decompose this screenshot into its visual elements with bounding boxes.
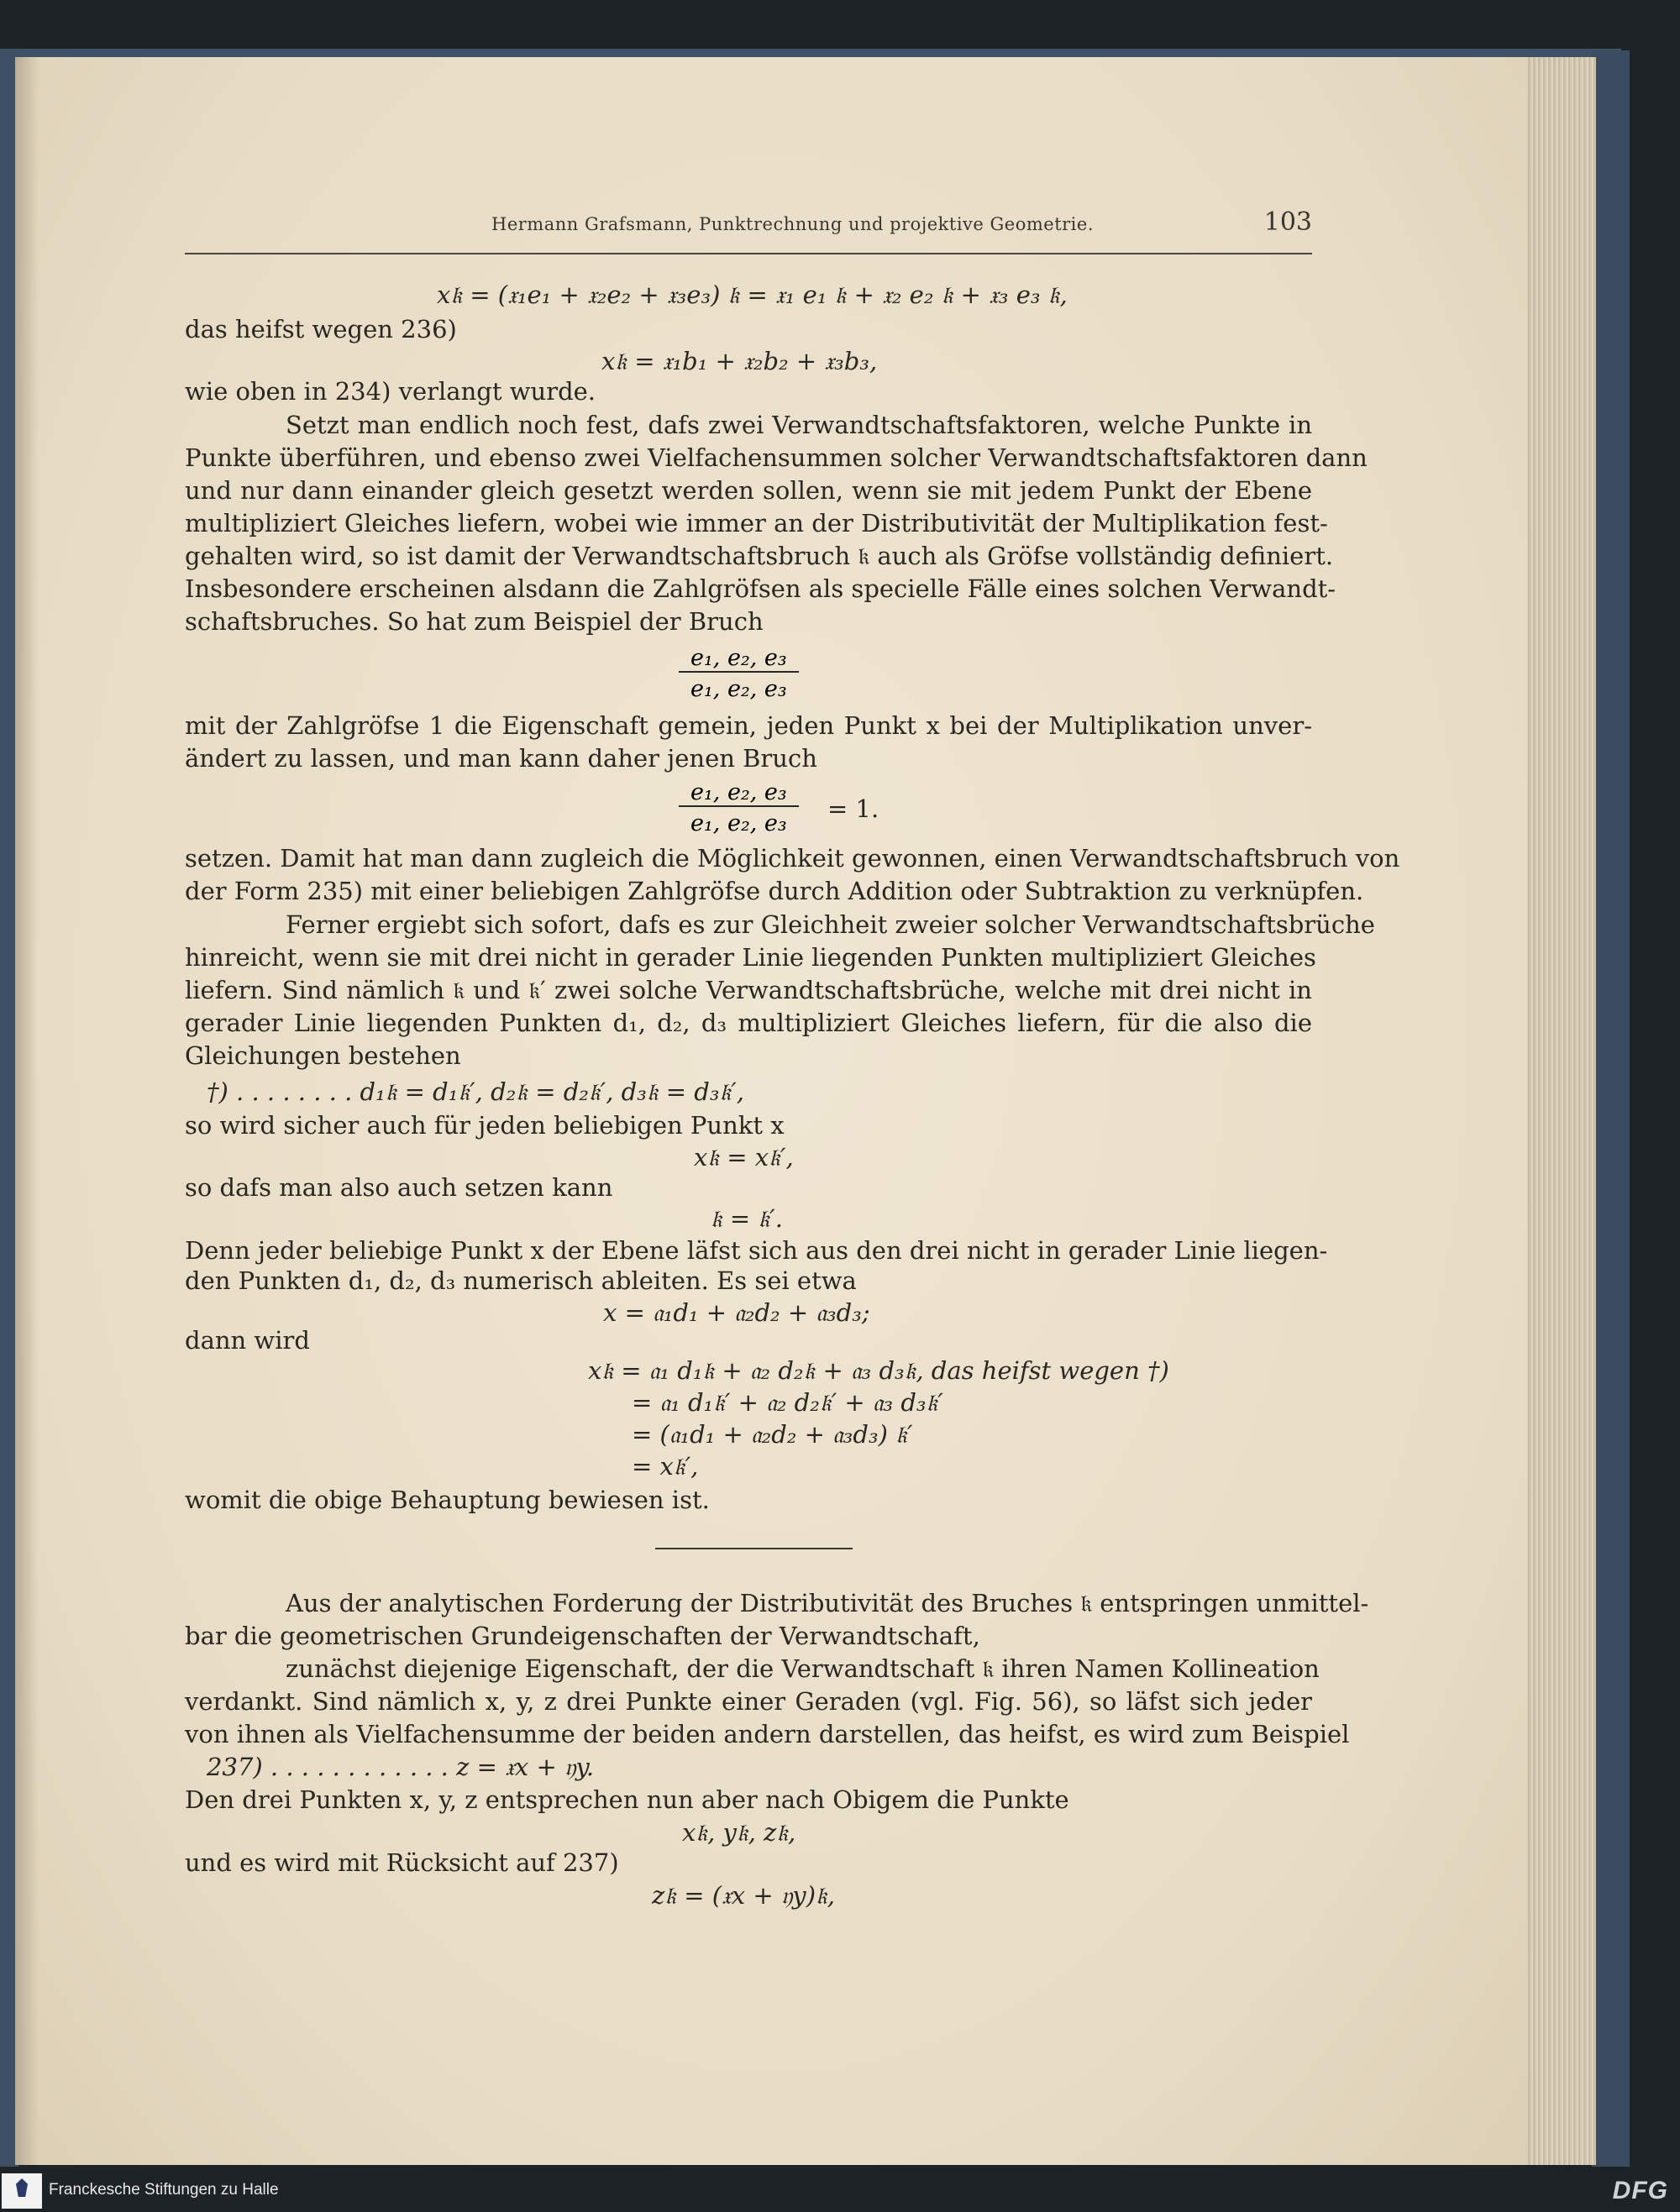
institution-logo[interactable] [2,2173,42,2209]
equation-line: 𝔨 = 𝔨′. [711,1204,783,1233]
paragraph-line: der Form 235) mit einer beliebigen Zahlgröfse durch Addition oder Subtraktion zu verknüpfen. [185,877,1364,905]
paragraph-line: und nur dann einander gleich gesetzt werden sollen, wenn sie mit jedem Punkt der Ebene [185,476,1312,505]
fraction-numerator: e₁, e₂, e₃ [679,645,799,673]
institution-name[interactable]: Franckesche Stiftungen zu Halle [49,2181,279,2199]
running-head-title: Hermann Grafsmann, Punktrechnung und projektive Geometrie. [491,214,1095,234]
paragraph-line: Gleichungen bestehen [185,1041,461,1070]
paragraph-line: Aus der analytischen Forderung der Distributivität des Bruches 𝔨 entspringen unmittel- [286,1589,1369,1617]
paragraph-line: zunächst diejenige Eigenschaft, der die Verwandtschaft 𝔨 ihren Namen Kollineation [286,1654,1320,1683]
paragraph-line: gehalten wird, so ist damit der Verwandtschaftsbruch 𝔨 auch als Gröfse vollständig definiert. [185,542,1334,570]
paragraph-line: Ferner ergiebt sich sofort, dafs es zur Gleichheit zweier solcher Verwandtschaftsbrüche [286,910,1375,939]
equation-line: †) . . . . . . . . d₁𝔨 = d₁𝔨′, d₂𝔨 = d₂𝔨′, d₃𝔨 = d₃𝔨′, [207,1077,745,1106]
paragraph-line: setzen. Damit hat man dann zugleich die Möglichkeit gewonnen, einen Verwandtschaftsbruch von [185,844,1400,873]
paragraph-line: Insbesondere erscheinen alsdann die Zahlgröfsen als specielle Fälle eines solchen Verwandt- [185,574,1336,603]
equation-line: = x𝔨′, [632,1452,699,1481]
running-head [185,207,1312,254]
text-line: wie oben in 234) verlangt wurde. [185,377,596,406]
paragraph-line: liefern. Sind nämlich 𝔨 und 𝔨′ zwei solche Verwandtschaftsbrüche, welche mit drei nicht in [185,976,1312,1004]
paragraph-line: Setzt man endlich noch fest, dafs zwei Verwandtschaftsfaktoren, welche Punkte in [286,411,1312,439]
equation-line: = 𝔞₁ d₁𝔨′ + 𝔞₂ d₂𝔨′ + 𝔞₃ d₃𝔨′ [632,1388,943,1417]
book-cover-right [1592,50,1630,2167]
paragraph-line: hinreicht, wenn sie mit drei nicht in gerader Linie liegenden Punkten multipliziert Gleiches [185,943,1316,972]
equation-line: x𝔨 = 𝔵₁b₁ + 𝔵₂b₂ + 𝔵₃b₃, [601,347,878,375]
fraction-1 [679,645,799,702]
paragraph-line: den Punkten d₁, d₂, d₃ numerisch ableiten. Es sei etwa [185,1266,857,1295]
paragraph-line: ändert zu lassen, und man kann daher jenen Bruch [185,744,817,773]
equation-line: = (𝔞₁d₁ + 𝔞₂d₂ + 𝔞₃d₃) 𝔨′ [632,1420,913,1449]
paragraph-line: womit die obige Behauptung bewiesen ist. [185,1486,710,1514]
paragraph-line: gerader Linie liegenden Punkten d₁, d₂, d₃ multipliziert Gleiches liefern, für die also die [185,1009,1312,1037]
fraction-suffix: = 1. [827,794,879,823]
page-stack-edge [1520,57,1596,2165]
equation-line: x = 𝔞₁d₁ + 𝔞₂d₂ + 𝔞₃d₃; [603,1298,870,1327]
paragraph-line: multipliziert Gleiches liefern, wobei wie immer an der Distributivität der Multiplikation fest- [185,509,1328,537]
page-number: 103 [1263,207,1312,237]
paragraph-line: Denn jeder beliebige Punkt x der Ebene läfst sich aus den drei nicht in gerader Linie liegen- [185,1236,1328,1265]
paragraph-line: bar die geometrischen Grundeigenschaften der Verwandtschaft, [185,1622,980,1650]
paragraph-line: verdankt. Sind nämlich x, y, z drei Punkte einer Geraden (vgl. Fig. 56), so läfst sich jeder [185,1687,1312,1716]
fraction-denominator: e₁, e₂, e₃ [690,810,787,836]
section-separator [655,1548,853,1549]
viewer-footer [0,2170,1680,2212]
dfg-badge[interactable]: DFG [1612,2177,1668,2204]
paragraph-line: und es wird mit Rücksicht auf 237) [185,1848,619,1877]
gutter-shadow [15,57,39,2165]
paragraph-line: mit der Zahlgröfse 1 die Eigenschaft gemein, jeden Punkt x bei der Multiplikation unver- [185,711,1312,740]
equation-line: x𝔨 = 𝔞₁ d₁𝔨 + 𝔞₂ d₂𝔨 + 𝔞₃ d₃𝔨, das heifst wegen †) [588,1356,1169,1385]
equation-line: z𝔨 = (𝔵x + 𝔶y)𝔨, [652,1881,835,1910]
equation-line: x𝔨, y𝔨, z𝔨, [682,1818,796,1847]
fraction-denominator: e₁, e₂, e₃ [690,676,787,702]
paragraph-line: so dafs man also auch setzen kann [185,1173,613,1202]
fraction-numerator: e₁, e₂, e₃ [679,779,799,807]
paragraph-line: schaftsbruches. So hat zum Beispiel der Bruch [185,607,764,636]
paragraph-line: Punkte überführen, und ebenso zwei Vielfachensummen solcher Verwandtschaftsfaktoren dann [185,443,1368,472]
equation-line: 237) . . . . . . . . . . . . z = 𝔵x + 𝔶y. [207,1753,595,1781]
equation-line: x𝔨 = x𝔨′, [694,1143,794,1172]
paragraph-line: so wird sicher auch für jeden beliebigen Punkt x [185,1111,785,1140]
paragraph-line: dann wird [185,1326,310,1355]
fraction-2 [679,779,799,836]
equation-line: x𝔨 = (𝔵₁e₁ + 𝔵₂e₂ + 𝔵₃e₃) 𝔨 = 𝔵₁ e₁ 𝔨 + 𝔵₂ e₂ 𝔨 + 𝔵₃ e₃ 𝔨, [437,280,1068,309]
logo-icon [16,2178,28,2197]
text-line: das heifst wegen 236) [185,315,457,343]
paragraph-line: Den drei Punkten x, y, z entsprechen nun aber nach Obigem die Punkte [185,1785,1069,1814]
paragraph-line: von ihnen als Vielfachensumme der beiden andern darstellen, das heifst, es wird zum Beispiel [185,1720,1350,1748]
